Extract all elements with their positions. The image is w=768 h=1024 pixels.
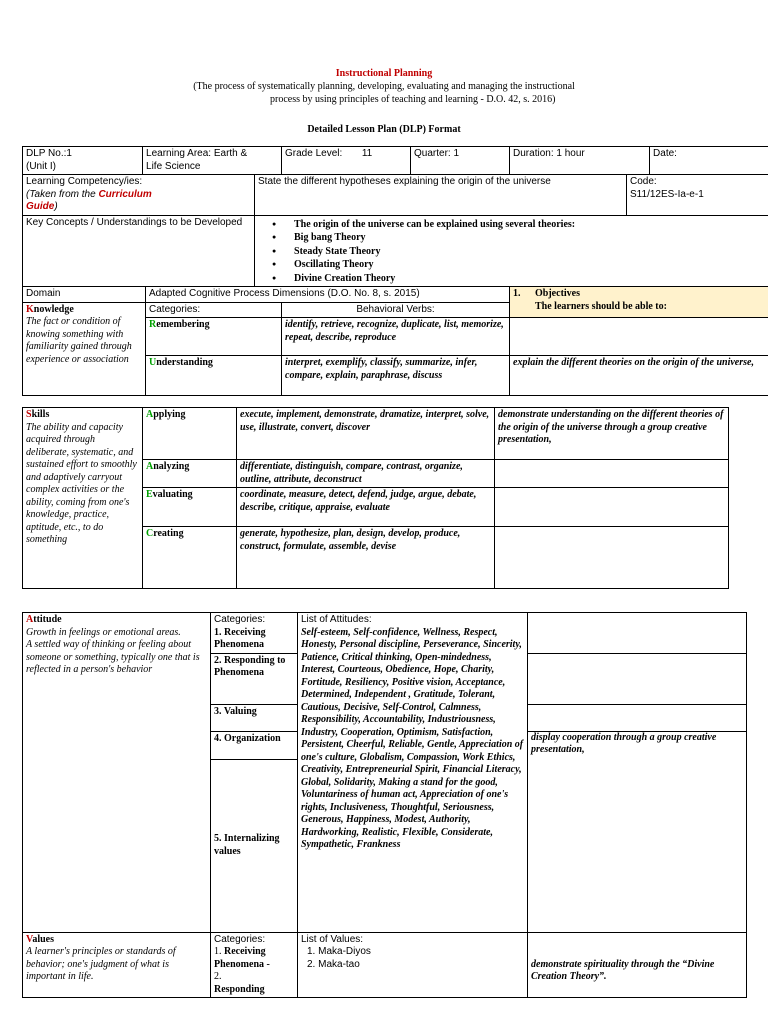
grade-level-value: 11 [361, 148, 373, 159]
attitudes-list-label: List of Attitudes: [301, 614, 372, 625]
attitude-cat-internalizing: 5. Internalizing values [211, 759, 298, 932]
attitudes-list: Self-esteem, Self-confidence, Wellness, Respect, Honesty, Personal discipline, Perseverance, Sincerity, Patience, Critical thinking, Open-mindedness, Interest, Courteous, Obedience, Hope, Charity, Fortitude, Resiliency, Positive vision, Acceptance, Determined, Independent , Gratitude, Tolerant, Cautious, Decisive, Self-Control, Calmness, Responsibility, Accountability, Industriousness, Industry, Cooperation, Optimism, Satisfaction, Persistent, Cheerful, Reliable, Gentle, Appreciation of one's culture, Globalism, Compassion, Work Ethics, Creativity, Entrepreneurial Spirit, Financial Literacy, Global, Solidarity, Making a stand for the good, Voluntariness of human act, Appreciation of one's rights, Inclusiveness, Thoughtful, Seriousness, Generous, Happiness, Modest, Authority, Hardworking, Realistic, Flexible, Considerate, Sympathetic, Frankness [301, 626, 524, 850]
key-concepts-label: Key Concepts / Understandings to be Developed [23, 215, 255, 287]
grade-level-cell [282, 147, 411, 175]
curriculum-word: Curriculum [98, 188, 152, 200]
values-desc: A learner's principles or standards of behavior; one's judgment of what is important in life. [26, 946, 176, 982]
key-concept-item: ● Oscillating Theory [294, 258, 765, 272]
dlp-number: DLP No.:1 [26, 148, 72, 159]
attitude-values-table [22, 612, 747, 998]
taken-from: (Taken from the [26, 188, 99, 200]
verbs-understanding: interpret, exemplify, classify, summarize, infer, compare, explain, paraphrase, discuss [282, 356, 510, 396]
values-objective: demonstrate spirituality through the “Divine Creation Theory”. [528, 932, 747, 998]
verbs-creating: generate, hypothesize, plan, design, develop, produce, construct, formulate, assemble, devise [237, 527, 495, 589]
verbs-analyzing: differentiate, distinguish, compare, contrast, organize, outline, attribute, deconstruct [237, 460, 495, 488]
attitudes-list-cell [298, 613, 528, 933]
objectives-header [510, 287, 768, 318]
attitude-heading: ttitude [33, 614, 62, 625]
attitude-objective-2 [528, 653, 747, 704]
values-heading: alues [32, 933, 54, 945]
key-concept-item: ● Steady State Theory [294, 245, 765, 259]
key-concept-item: ● Big bang Theory [294, 231, 765, 245]
knowledge-cell [23, 302, 146, 396]
objectives-number: 1. [513, 288, 521, 299]
objective-creating [495, 527, 729, 589]
skills-initial: S [26, 409, 32, 420]
attitude-objective-main [528, 731, 747, 932]
behavioral-verbs-header: Behavioral Verbs: [282, 302, 510, 318]
guide-word: Guide [26, 201, 55, 212]
unit-label: (Unit I) [26, 160, 56, 172]
adapted-header: Adapted Cognitive Process Dimensions (D.O. No. 8, s. 2015) [146, 287, 510, 303]
code-value: S11/12ES-Ia-e-1 [630, 188, 704, 200]
skills-table [22, 407, 729, 589]
learning-area-cell [143, 147, 282, 175]
format-title: Detailed Lesson Plan (DLP) Format [307, 124, 461, 135]
close-paren: ) [54, 201, 58, 212]
verbs-remembering: identify, retrieve, recognize, duplicate, list, memorize, repeat, describe, reproduce [282, 318, 510, 356]
values-list-cell [298, 932, 528, 998]
attitude-cell [23, 613, 211, 933]
objective-analyzing [495, 460, 729, 488]
objective-understanding: explain the different theories on the origin of the universe, [510, 356, 768, 396]
skills-heading: kills [31, 409, 50, 420]
learning-area-line-1: Learning Area: Earth & [146, 148, 248, 159]
verbs-evaluating: coordinate, measure, detect, defend, judge, argue, debate, describe, critique, appraise, evaluate [237, 488, 495, 527]
attitude-cat-organization: 4. Organization [211, 731, 298, 759]
competency-label: Learning Competency/ies: [26, 176, 143, 187]
attitude-cat-valuing: 3. Valuing [211, 704, 298, 731]
category-evaluating: Evaluating [143, 488, 237, 527]
learning-area-line-2: Life Science [146, 160, 201, 172]
code-cell [627, 175, 768, 216]
quarter-cell: Quarter: 1 [411, 147, 510, 175]
values-initial: V [26, 933, 33, 945]
subtitle-line-2: process by using principles of teaching and learning - D.O. 42, s. 2016) [270, 94, 556, 105]
attitude-categories-label: Categories: [214, 614, 266, 625]
knowledge-desc: The fact or condition of knowing something with familiarity gained through experience or association [26, 316, 132, 365]
category-applying: Applying [143, 408, 237, 460]
competency-label-cell [23, 175, 255, 216]
attitude-desc: Growth in feelings or emotional areas. [26, 626, 181, 638]
objective-remembering [510, 318, 768, 356]
category-analyzing: Analyzing [143, 460, 237, 488]
grade-level-label: Grade Level: [285, 148, 343, 159]
knowledge-initial: K [26, 303, 34, 315]
skills-cell [23, 408, 143, 589]
objectives-title: Objectives [535, 288, 581, 299]
values-cat-receiving: Receiving [224, 946, 266, 957]
duration-cell: Duration: 1 hour [510, 147, 650, 175]
values-item: 2. Maka-tao [307, 958, 360, 970]
category-remembering: Remembering [146, 318, 282, 356]
competency-text: State the different hypotheses explaining the origin of the universe [255, 175, 627, 216]
objective-evaluating [495, 488, 729, 527]
attitude-desc-2: A settled way of thinking or feeling about someone or something, typically one that is reflected in a person's behavior [26, 639, 200, 675]
attitude-objective-1 [528, 613, 747, 654]
attitude-objective-text: display cooperation through a group creative presentation, [531, 731, 717, 755]
attitude-initial: A [26, 614, 34, 625]
values-cat-responding: Responding [214, 983, 265, 995]
skills-desc: The ability and capacity acquired through deliberate, systematic, and sustained effort to smoothly and adaptively carryout complex activities or the ability, coming from one's knowledge, practice, aptitude, etc., to do something [26, 421, 137, 545]
knowledge-heading: nowledge [33, 303, 74, 315]
values-cell [23, 932, 211, 998]
values-categories-cell: Categories: 1. Receiving Phenomena - 2. Responding [211, 932, 298, 998]
dlp-number-cell [23, 147, 143, 175]
attitude-cat-receiving: Categories: 1. Receiving Phenomena [211, 613, 298, 654]
date-cell: Date: [650, 147, 768, 175]
code-label: Code: [630, 176, 657, 187]
subtitle-line-1: (The process of systematically planning, developing, evaluating and managing the instructional [193, 81, 575, 92]
attitude-cat-responding: 2. Responding to Phenomena [211, 653, 298, 704]
learners-able: The learners should be able to: [535, 300, 667, 312]
key-concepts-list [258, 218, 765, 286]
attitude-objective-3 [528, 704, 747, 731]
values-cat-receiving-2: Phenomena - [214, 958, 270, 970]
dlp-info-table [22, 146, 768, 396]
verbs-applying: execute, implement, demonstrate, dramatize, interpret, solve, use, illustrate, convert, discover [237, 408, 495, 460]
category-creating: Creating [143, 527, 237, 589]
document-title: Instructional Planning [335, 68, 433, 79]
values-categories-label: Categories: [214, 933, 266, 945]
key-concept-item: ● The origin of the universe can be explained using several theories: [294, 218, 765, 232]
key-concepts-cell [255, 215, 768, 287]
objective-applying: demonstrate understanding on the different theories of the origin of the universe through a group creative presentation, [495, 408, 729, 460]
category-understanding: Understanding [146, 356, 282, 396]
values-item: 1. Maka-Diyos [307, 946, 371, 957]
categories-header: Categories: [146, 302, 282, 318]
domain-header: Domain [23, 287, 146, 303]
values-list-label: List of Values: [301, 933, 364, 945]
key-concept-item: ● Divine Creation Theory [294, 272, 765, 286]
